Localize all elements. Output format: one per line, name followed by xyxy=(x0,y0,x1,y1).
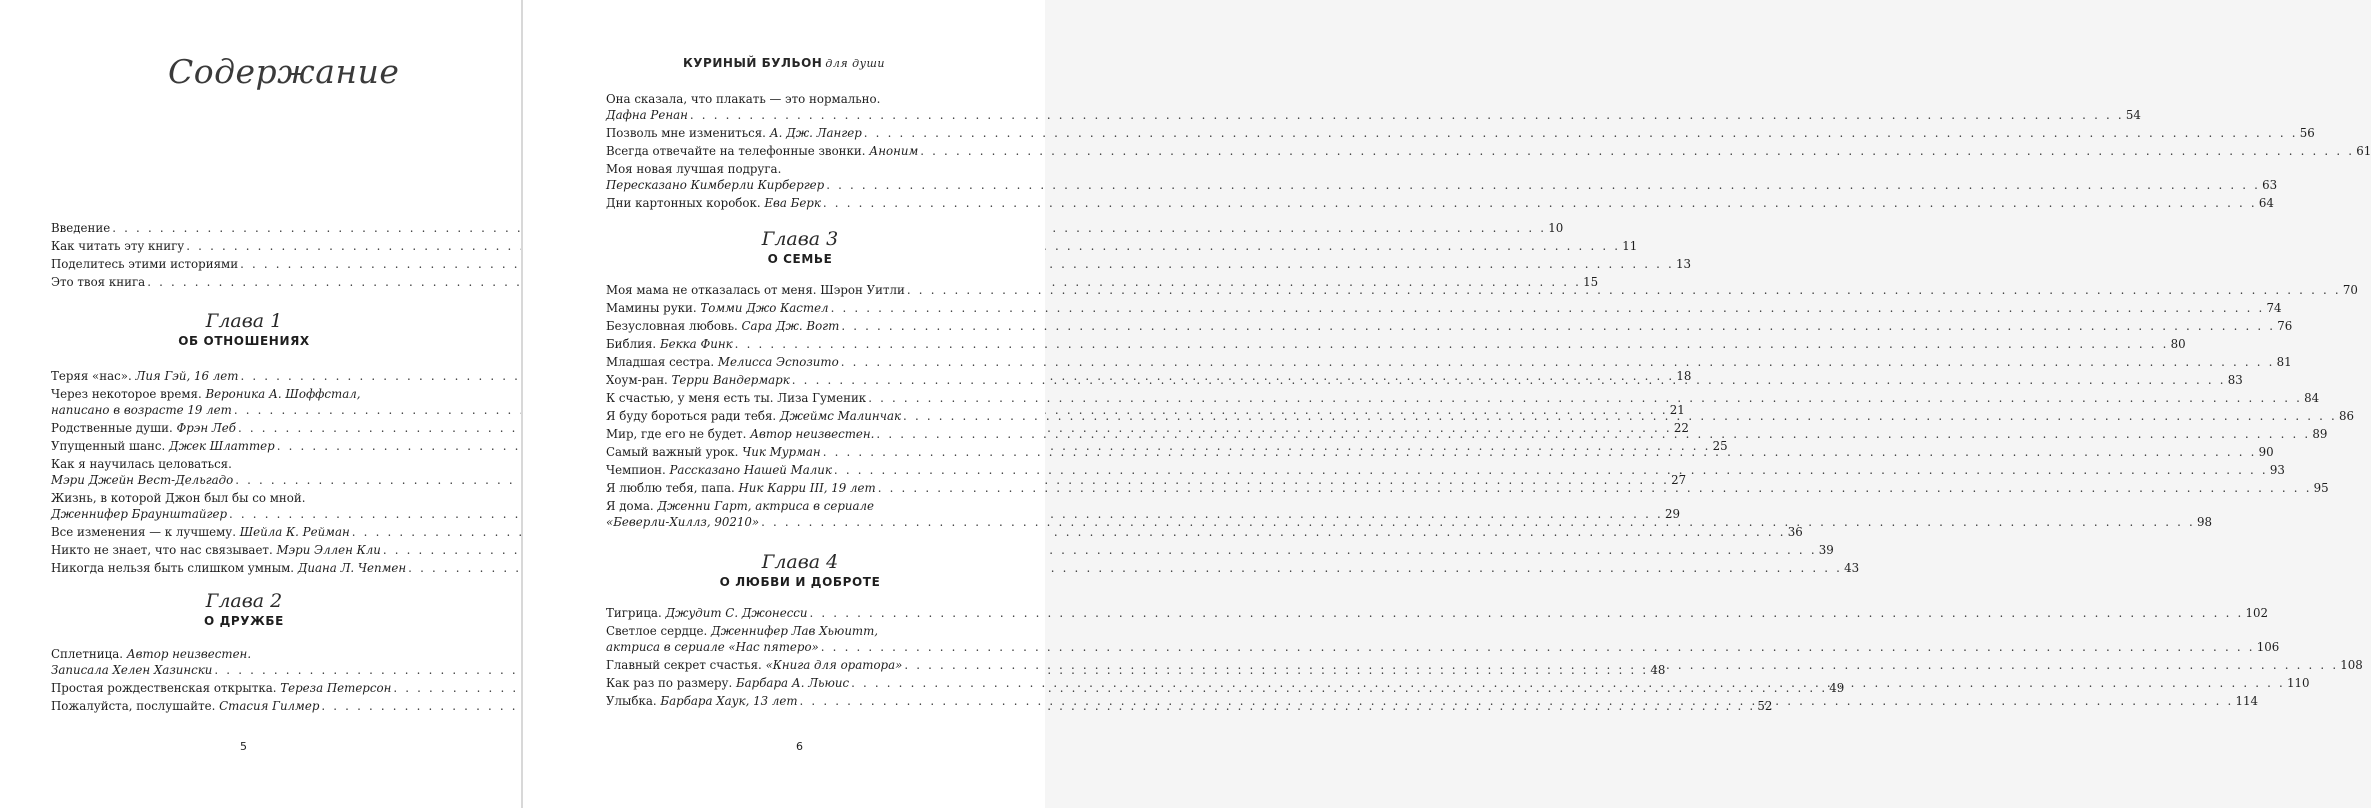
toc-entry[interactable] xyxy=(606,125,2315,141)
entry-author: Мэри Джейн Вест-Дельгадо xyxy=(51,473,234,487)
toc-entry[interactable] xyxy=(606,91,2141,123)
entry-page-number: 10 xyxy=(1548,221,1564,235)
entry-first-line xyxy=(51,456,437,472)
entry-title: Чемпион. xyxy=(606,463,670,477)
leader-dots xyxy=(735,336,2169,352)
entry-author: Аноним xyxy=(869,144,919,158)
entry-first-line xyxy=(51,490,437,506)
entry-page-number: 52 xyxy=(1757,699,1773,713)
contents-title: Содержание xyxy=(168,52,400,91)
toc-entry[interactable] xyxy=(606,390,2320,406)
entry-author: Вероника А. Шоффстал, xyxy=(205,387,361,401)
entry-page-number: 22 xyxy=(1673,421,1689,435)
entry-row xyxy=(606,462,2285,478)
entry-page-number: 84 xyxy=(2304,391,2320,405)
page-number: 6 xyxy=(796,740,803,753)
entry-title: Никто не знает, что нас связывает. xyxy=(51,543,277,557)
entry-text xyxy=(51,662,212,678)
entry-author: актриса в сериале «Нас пятеро» xyxy=(606,640,819,654)
entry-first-line xyxy=(606,623,994,639)
entry-text xyxy=(606,657,902,673)
entry-page-number: 93 xyxy=(2269,463,2285,477)
entry-title: Через некоторое время. xyxy=(51,387,206,401)
entry-title: Мир, где его не будет. xyxy=(606,427,751,441)
toc-entry[interactable] xyxy=(51,220,1564,236)
entry-author: Мелисса Эспозито xyxy=(717,355,839,369)
leader-dots xyxy=(876,426,2310,442)
entry-page-number: 11 xyxy=(1622,239,1638,253)
leader-dots xyxy=(851,675,2285,691)
entry-author: Записала Хелен Хазински xyxy=(51,663,213,677)
entry-page-number: 83 xyxy=(2227,373,2243,387)
entry-author: Барбара А. Льюис xyxy=(735,676,850,690)
entry-page-number: 102 xyxy=(2245,606,2268,620)
entry-row xyxy=(606,318,2293,334)
leader-dots xyxy=(868,390,2302,406)
leader-dots xyxy=(841,354,2275,370)
entry-author: Ник Карри III, 19 лет xyxy=(738,481,876,495)
entry-title: Никогда нельзя быть слишком умным. xyxy=(51,561,298,575)
leader-dots xyxy=(823,444,2257,460)
entry-page-number: 25 xyxy=(1712,439,1728,453)
entry-title: Жизнь, в которой Джон был бы со мной. xyxy=(51,491,306,505)
entry-author: Дженнифер Лав Хьюитт, xyxy=(710,624,879,638)
entry-author: Лия Гэй, 16 лет xyxy=(135,369,239,383)
entry-author: Стасия Гилмер xyxy=(219,699,320,713)
entry-title: Светлое сердце. xyxy=(606,624,711,638)
leader-dots xyxy=(878,480,2312,496)
entry-page-number: 74 xyxy=(2266,301,2282,315)
entry-row xyxy=(606,336,2186,352)
entry-row xyxy=(606,177,2278,193)
entry-page-number: 18 xyxy=(1676,369,1692,383)
entry-author: Автор неизвестен. xyxy=(126,647,252,661)
entry-author: Дженни Гарт, актриса в сериале xyxy=(657,499,874,513)
leader-dots xyxy=(810,605,2244,621)
chapter-heading: Глава 2 xyxy=(205,590,283,612)
leader-dots xyxy=(821,639,2255,655)
entry-text xyxy=(606,195,821,211)
entry-author: Мэри Эллен Кли xyxy=(276,543,381,557)
entry-text xyxy=(606,426,874,442)
entry-title: Упущенный шанс. xyxy=(51,439,169,453)
entry-page-number: 43 xyxy=(1844,561,1860,575)
entry-text xyxy=(606,605,808,621)
entry-author: Фрэн Леб xyxy=(176,421,236,435)
entry-text xyxy=(606,372,790,388)
entry-title: Всегда отвечайте на телефонные звонки. xyxy=(606,144,870,158)
entry-row xyxy=(606,125,2315,141)
entry-row xyxy=(606,354,2292,370)
entry-text xyxy=(51,238,184,254)
entry-text xyxy=(606,693,798,709)
entry-text xyxy=(51,420,236,436)
entry-page-number: 70 xyxy=(2342,283,2358,297)
entry-first-line xyxy=(606,498,994,514)
entry-row xyxy=(51,220,1564,236)
entry-title: Это твоя книга xyxy=(51,275,146,289)
entry-text xyxy=(51,560,406,576)
entry-row xyxy=(606,605,2268,621)
entry-author: Рассказано Нашей Малик xyxy=(669,463,832,477)
entry-page-number: 27 xyxy=(1671,473,1687,487)
entry-page-number: 98 xyxy=(2197,515,2213,529)
entry-author: Диана Л. Чепмен xyxy=(297,561,407,575)
entry-row xyxy=(606,107,2141,123)
entry-page-number: 15 xyxy=(1583,275,1599,289)
toc-entry[interactable] xyxy=(606,318,2293,334)
leader-dots xyxy=(903,408,2337,424)
entry-title: Я буду бороться ради тебя. xyxy=(606,409,780,423)
entry-page-number: 21 xyxy=(1669,403,1685,417)
entry-title: Улыбка. xyxy=(606,694,661,708)
leader-dots xyxy=(841,318,2275,334)
entry-page-number: 29 xyxy=(1664,507,1680,521)
entry-text xyxy=(51,438,275,454)
entry-author: Дженнифер Браунштайгер xyxy=(51,507,227,521)
entry-page-number: 61 xyxy=(2356,144,2371,158)
entry-text xyxy=(606,300,829,316)
entry-title: Как я научилась целоваться. xyxy=(51,457,232,471)
entry-page-number: 48 xyxy=(1650,663,1666,677)
entry-row xyxy=(606,143,2371,159)
entry-text xyxy=(606,480,876,496)
entry-page-number: 64 xyxy=(2258,196,2274,210)
entry-title: Мамины руки. xyxy=(606,301,701,315)
leader-dots xyxy=(761,514,2195,530)
entry-title: Главный секрет счастья. xyxy=(606,658,766,672)
entry-title: Самый важный урок. xyxy=(606,445,743,459)
entry-text xyxy=(606,514,759,530)
page-number: 5 xyxy=(240,740,247,753)
entry-title: Я люблю тебя, папа. xyxy=(606,481,739,495)
entry-text xyxy=(51,698,319,714)
entry-text xyxy=(606,177,824,193)
chapter-heading: Глава 4 xyxy=(761,551,839,573)
entry-title: Моя мама не отказалась от меня. Шэрон Уитли xyxy=(606,283,905,297)
entry-title: Позволь мне измениться. xyxy=(606,126,770,140)
entry-text xyxy=(606,282,905,298)
leader-dots xyxy=(907,282,2341,298)
entry-page-number: 106 xyxy=(2256,640,2280,654)
entry-page-number: 108 xyxy=(2340,658,2363,672)
entry-author: Ева Берк xyxy=(764,196,821,210)
leader-dots xyxy=(792,372,2226,388)
entry-page-number: 36 xyxy=(1787,525,1803,539)
leader-dots xyxy=(823,195,2257,211)
entry-page-number: 110 xyxy=(2287,676,2310,690)
toc-entry[interactable] xyxy=(606,623,2280,655)
entry-first-line xyxy=(51,386,437,402)
entry-author: Бекка Финк xyxy=(659,337,733,351)
entry-author: Пересказано Кимберли Кирбергер xyxy=(606,178,825,192)
toc-continued xyxy=(606,91,2371,213)
entry-row xyxy=(51,524,1803,540)
chapter-theme: О СЕМЬЕ xyxy=(767,252,833,266)
entry-title: Библия. xyxy=(606,337,660,351)
entry-title: Безусловная любовь. xyxy=(606,319,742,333)
toc-entry[interactable] xyxy=(606,300,2282,316)
chapter-heading: Глава 3 xyxy=(761,228,839,250)
entry-author: «Беверли-Хиллз, 90210» xyxy=(606,515,760,529)
entry-title: Хоум-ран. xyxy=(606,373,672,387)
running-head xyxy=(523,56,1045,70)
entry-title: Как раз по размеру. xyxy=(606,676,736,690)
entry-text xyxy=(606,354,839,370)
entry-page-number: 89 xyxy=(2312,427,2328,441)
entry-page-number: 114 xyxy=(2235,694,2258,708)
chapter-theme: О ЛЮБВИ И ДОБРОТЕ xyxy=(719,575,881,589)
entry-text xyxy=(606,408,901,424)
leader-dots xyxy=(800,693,2234,709)
entry-text xyxy=(51,368,238,384)
toc-entry[interactable] xyxy=(51,542,1834,558)
entry-page-number: 49 xyxy=(1829,681,1845,695)
entry-text xyxy=(51,680,391,696)
entry-text xyxy=(51,524,350,540)
entry-row xyxy=(606,639,2280,655)
entry-text xyxy=(606,107,688,123)
entry-page-number: 81 xyxy=(2276,355,2292,369)
entry-title: Введение xyxy=(51,221,111,235)
entry-title: Дни картонных коробок. xyxy=(606,196,765,210)
chapter-theme: О ДРУЖБЕ xyxy=(204,614,284,628)
entry-text xyxy=(606,675,849,691)
entry-title: Я дома. xyxy=(606,499,658,513)
entry-author: Сара Дж. Вогт xyxy=(741,319,840,333)
entry-first-line xyxy=(606,161,994,177)
entry-page-number: 76 xyxy=(2277,319,2293,333)
entry-author: Терри Вандермарк xyxy=(671,373,790,387)
entry-page-number: 54 xyxy=(2125,108,2141,122)
leader-dots xyxy=(831,300,2265,316)
entry-text xyxy=(51,256,238,272)
entry-title: Младшая сестра. xyxy=(606,355,718,369)
entry-title: Поделитесь этими историями xyxy=(51,257,239,271)
entry-text xyxy=(51,274,145,290)
entry-author: Джек Шлаттер xyxy=(168,439,275,453)
toc-entry[interactable] xyxy=(51,524,1803,540)
entry-title: Она сказала, что плакать — это нормально. xyxy=(606,92,881,106)
entry-text xyxy=(606,444,821,460)
entry-page-number: 80 xyxy=(2170,337,2186,351)
entry-author: Шейла К. Рейман xyxy=(239,525,350,539)
entry-text xyxy=(51,542,381,558)
leader-dots xyxy=(920,143,2354,159)
entry-first-line xyxy=(51,646,437,662)
entry-title: Теряя «нас». xyxy=(51,369,136,383)
running-head-title: КУРИНЫЙ БУЛЬОН xyxy=(683,56,823,70)
entry-page-number: 56 xyxy=(2299,126,2315,140)
entry-row xyxy=(606,390,2320,406)
entry-text xyxy=(51,402,232,418)
entry-text xyxy=(606,639,819,655)
entry-text xyxy=(51,506,227,522)
chapter-theme: ОБ ОТНОШЕНИЯХ xyxy=(178,334,310,348)
entry-title: Моя новая лучшая подруга. xyxy=(606,162,782,176)
entry-title: Сплетница. xyxy=(51,647,127,661)
entry-text xyxy=(606,318,839,334)
entry-author: А. Дж. Лангер xyxy=(769,126,862,140)
entry-row xyxy=(51,542,1834,558)
entry-title: Тигрица. xyxy=(606,606,666,620)
leader-dots xyxy=(864,125,2298,141)
entry-author: Дафна Ренан xyxy=(606,108,688,122)
entry-text xyxy=(606,143,918,159)
entry-page-number: 95 xyxy=(2313,481,2329,495)
toc-entry[interactable] xyxy=(606,605,2268,621)
entry-title: Родственные души. xyxy=(51,421,177,435)
leader-dots xyxy=(690,107,2124,123)
entry-text xyxy=(51,220,110,236)
entry-page-number: 90 xyxy=(2258,445,2274,459)
leader-dots xyxy=(826,177,2260,193)
entry-author: «Книга для оратора» xyxy=(765,658,903,672)
running-head-script: для души xyxy=(825,57,885,70)
entry-text xyxy=(606,390,866,406)
toc-entry[interactable] xyxy=(606,336,2186,352)
toc-entry[interactable] xyxy=(606,161,2278,193)
toc-entry[interactable] xyxy=(606,195,2274,211)
entry-author: Автор неизвестен. xyxy=(750,427,875,441)
entry-title: Простая рождественская открытка. xyxy=(51,681,281,695)
entry-title: К счастью, у меня есть ты. Лиза Гуменик xyxy=(606,391,867,405)
leader-dots xyxy=(834,462,2268,478)
entry-author: Чик Мурман xyxy=(742,445,821,459)
entry-row xyxy=(606,300,2282,316)
entry-row xyxy=(606,195,2274,211)
entry-author: Джудит С. Джонесси xyxy=(665,606,808,620)
entry-author: Джеймс Малинчак xyxy=(779,409,902,423)
entry-title: Пожалуйста, послушайте. xyxy=(51,699,220,713)
toc-entry[interactable] xyxy=(606,354,2292,370)
entry-title: Как читать эту книгу xyxy=(51,239,185,253)
chapter-heading: Глава 1 xyxy=(205,310,283,332)
entry-page-number: 13 xyxy=(1676,257,1692,271)
entry-title: Все изменения — к лучшему. xyxy=(51,525,240,539)
entry-first-line xyxy=(606,91,994,107)
entry-author: Томми Джо Кастел xyxy=(700,301,829,315)
toc-entry[interactable] xyxy=(606,462,2285,478)
entry-page-number: 86 xyxy=(2338,409,2354,423)
toc-entry[interactable] xyxy=(606,143,2371,159)
entry-author: Барбара Хаук, 13 лет xyxy=(660,694,798,708)
leader-dots xyxy=(904,657,2338,673)
entry-page-number: 39 xyxy=(1818,543,1834,557)
entry-text xyxy=(606,125,862,141)
entry-page-number: 63 xyxy=(2262,178,2278,192)
entry-author: написано в возрасте 19 лет xyxy=(51,403,232,417)
entry-text xyxy=(51,472,233,488)
entry-author: Тереза Петерсон xyxy=(280,681,392,695)
entry-text xyxy=(606,462,832,478)
entry-text xyxy=(606,336,733,352)
